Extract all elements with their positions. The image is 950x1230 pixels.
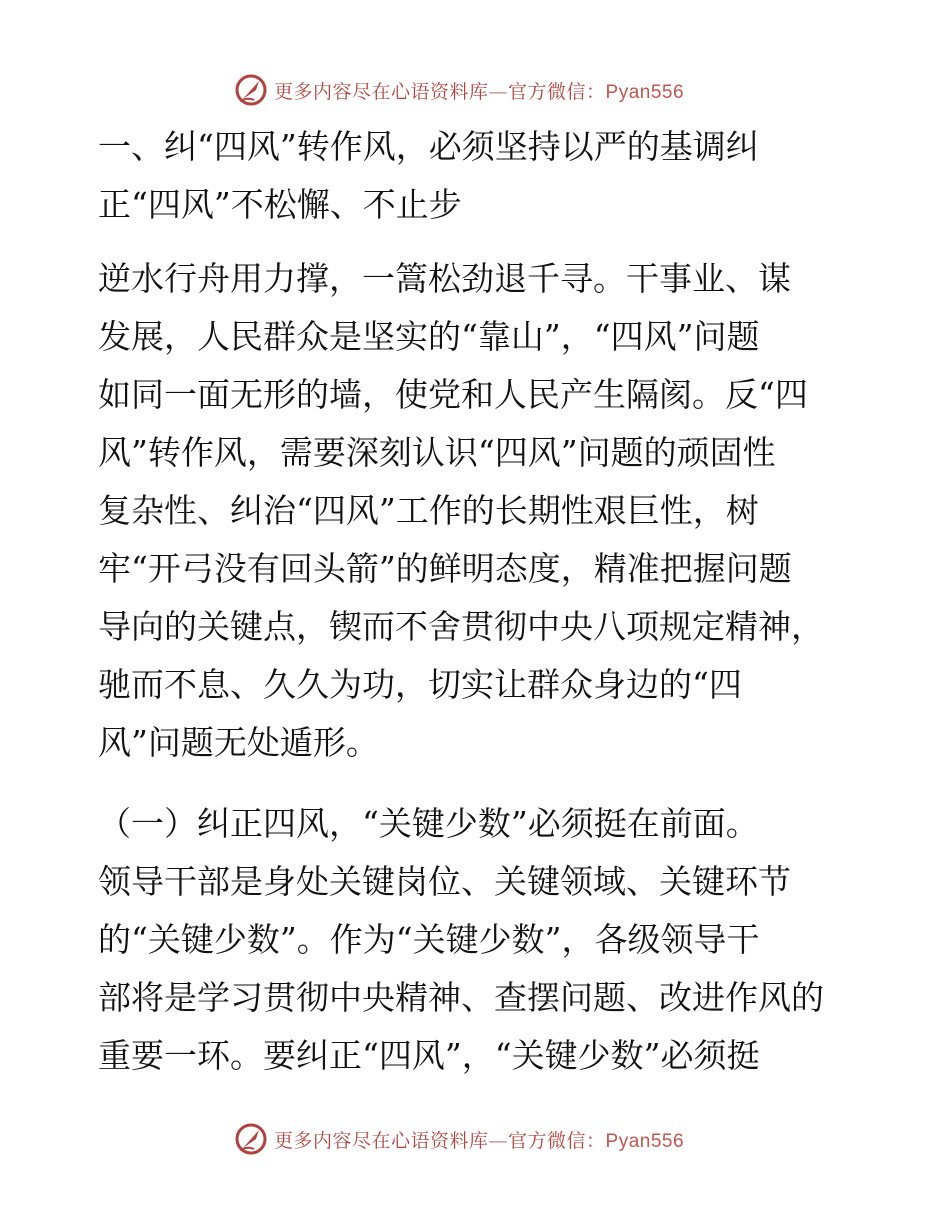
- paragraph-line: 的“关键少数”。作为“关键少数”，各级领导干: [98, 920, 760, 959]
- paragraph-line: 如同一面无形的墙，使党和人民产生隔阂。反“四: [98, 375, 808, 414]
- header-watermark: [234, 73, 734, 107]
- paragraph-line: 风”问题无处遁形。: [98, 723, 379, 762]
- paragraph-line: 驰而不息、久久为功，切实让群众身边的“四: [98, 665, 742, 704]
- section-heading: [98, 118, 858, 234]
- watermark-text: 更多内容尽在心语资料库—官方微信：Pyan556: [274, 80, 685, 103]
- paragraph-line: 复杂性、纠治“四风”工作的长期性艰巨性，树: [98, 491, 759, 530]
- paragraph-line: 领导干部是身处关键岗位、关键领域、关键环节: [98, 862, 791, 901]
- quill-circle-logo-icon: [234, 1122, 268, 1156]
- heading-line: 正“四风”不松懈、不止步: [98, 185, 462, 224]
- paragraph-line: 风”转作风，需要深刻认识“四风”问题的顽固性: [98, 433, 776, 472]
- paragraph-line: （一）纠正四风，“关键少数”必须挺在前面。: [98, 804, 759, 843]
- quill-circle-logo-icon: [234, 73, 268, 107]
- watermark-text: 更多内容尽在心语资料库—官方微信：Pyan556: [274, 1129, 685, 1152]
- heading-line: 一、纠“四风”转作风，必须坚持以严的基调纠: [98, 127, 759, 166]
- paragraph-line: 部将是学习贯彻中央精神、查摆问题、改进作风的: [98, 978, 824, 1017]
- paragraph-intro: [98, 250, 858, 772]
- footer-watermark: [234, 1122, 734, 1156]
- paragraph-line: 导向的关键点，锲而不舍贯彻中央八项规定精神，: [98, 607, 824, 646]
- paragraph-line: 牢“开弓没有回头箭”的鲜明态度，精准把握问题: [98, 549, 792, 588]
- paragraph-line: 发展，人民群众是坚实的“靠山”，“四风”问题: [98, 317, 760, 356]
- paragraph-subsection-1: [98, 795, 858, 1085]
- paragraph-line: 逆水行舟用力撑，一篙松劲退千寻。干事业、谋: [98, 259, 791, 298]
- paragraph-line: 重要一环。要纠正“四风”，“关键少数”必须挺: [98, 1036, 760, 1075]
